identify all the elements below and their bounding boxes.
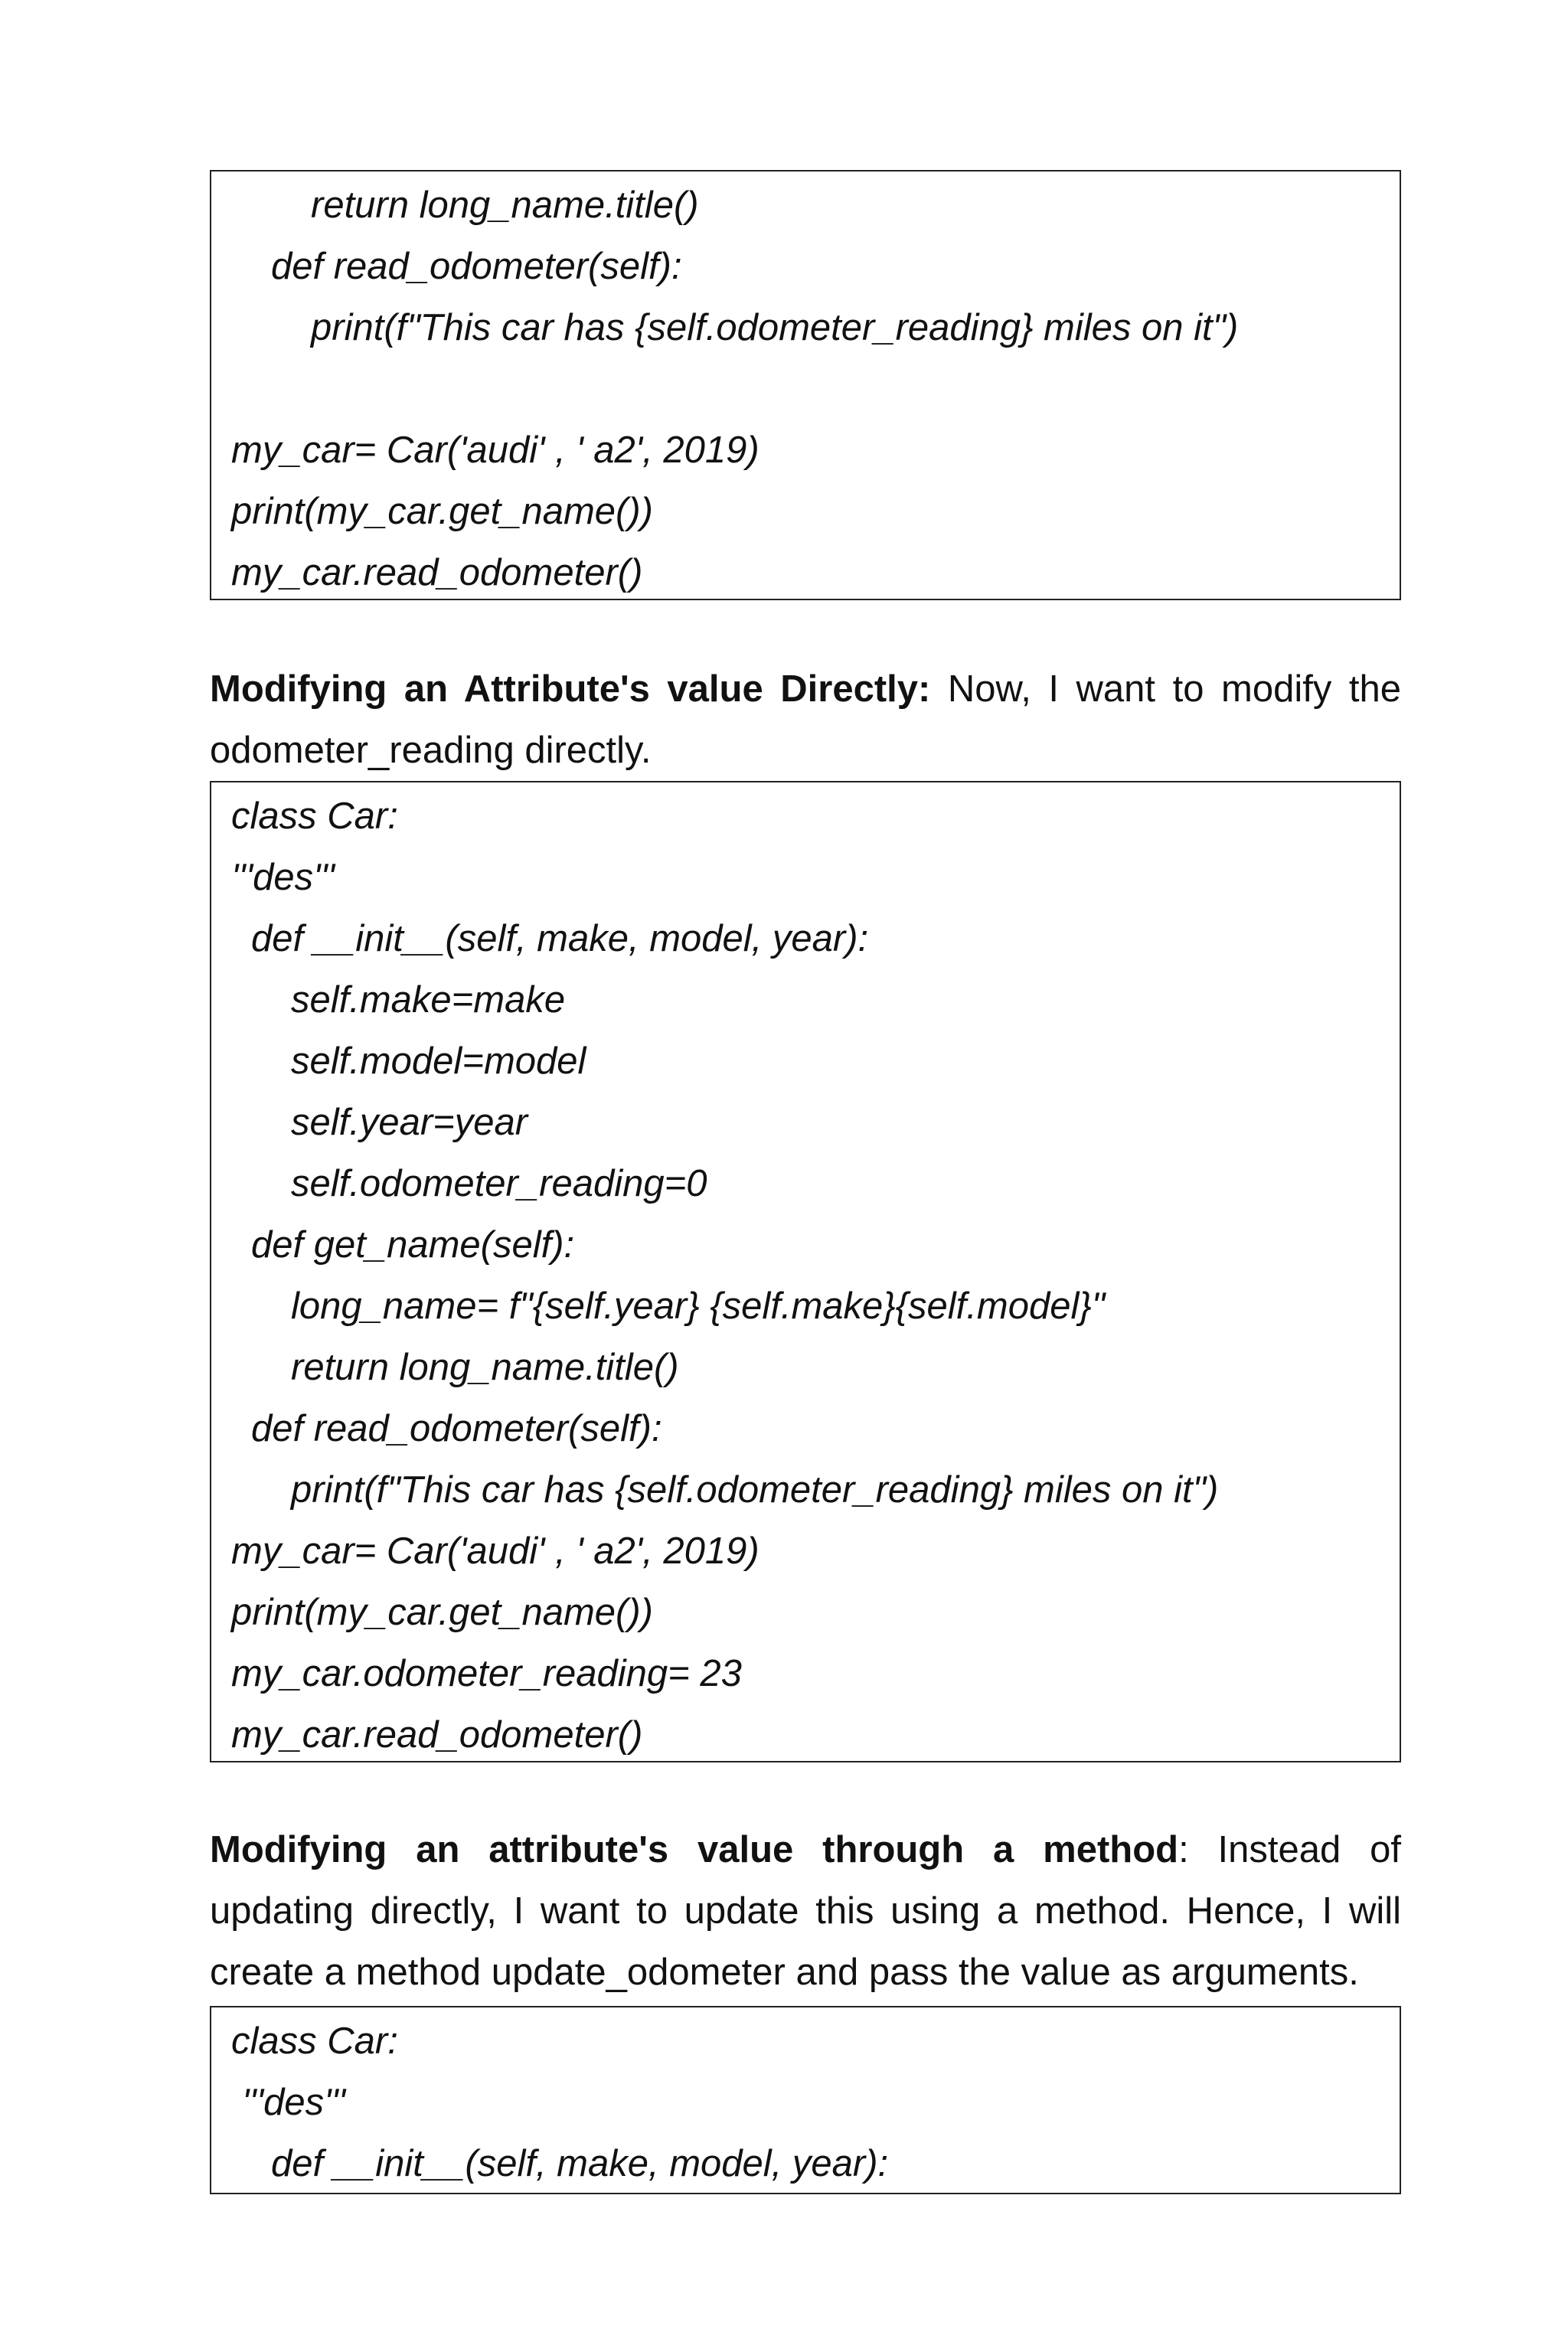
code-line: def __init__(self, make, model, year): [251, 918, 869, 959]
code-line: def __init__(self, make, model, year): [271, 2143, 889, 2184]
code-line: def get_name(self): [251, 1224, 575, 1266]
paragraph-text: Now, I want to modify the [930, 668, 1401, 710]
code-line: def read_odometer(self): [251, 1408, 662, 1449]
code-line: print(f"This car has {self.odometer_reading} miles on it") [291, 1469, 1219, 1511]
code-line-blank [231, 358, 1400, 420]
code-line: self.odometer_reading=0 [291, 1163, 707, 1204]
paragraph-line [210, 658, 1401, 720]
code-line: class Car: [231, 2020, 398, 2062]
code-line: my_car.read_odometer() [231, 1714, 643, 1756]
code-line: my_car= Car('audi' , ' a2', 2019) [231, 1530, 760, 1572]
paragraph-text: : Instead of [1178, 1829, 1401, 1870]
paragraph-modify-via-method [210, 1819, 1401, 2003]
code-line: self.model=model [291, 1040, 586, 1082]
code-line: my_car.read_odometer() [231, 552, 643, 593]
code-line: print(my_car.get_name()) [231, 1592, 653, 1633]
code-line: class Car: [231, 795, 398, 837]
section-heading: Modifying an Attribute's value Directly: [210, 668, 931, 710]
paragraph-line: updating directly, I want to update this using a method. Hence, I will [210, 1890, 1401, 1932]
paragraph-modify-directly [210, 658, 1401, 781]
code-line: return long_name.title() [311, 185, 699, 226]
code-line: def read_odometer(self): [271, 246, 682, 287]
code-block-1 [210, 170, 1401, 600]
code-line: print(f"This car has {self.odometer_reading} miles on it") [311, 307, 1239, 348]
code-line: long_name= f"{self.year} {self.make}{self.model}" [291, 1285, 1106, 1327]
code-line: return long_name.title() [291, 1347, 679, 1388]
code-line: '''des''' [231, 857, 335, 898]
code-line: '''des''' [242, 2082, 346, 2123]
code-block-3 [210, 2006, 1401, 2194]
paragraph-line: create a method update_odometer and pass the value as arguments. [210, 1952, 1359, 1993]
code-block-2 [210, 781, 1401, 1762]
paragraph-line: odometer_reading directly. [210, 730, 652, 771]
code-line: my_car.odometer_reading= 23 [231, 1653, 742, 1694]
section-heading: Modifying an attribute's value through a method [210, 1829, 1179, 1870]
code-line: self.make=make [291, 979, 566, 1021]
code-line: print(my_car.get_name()) [231, 491, 653, 532]
paragraph-line [210, 1819, 1401, 1880]
code-line: my_car= Car('audi' , ' a2', 2019) [231, 430, 760, 471]
code-line: self.year=year [291, 1102, 528, 1143]
